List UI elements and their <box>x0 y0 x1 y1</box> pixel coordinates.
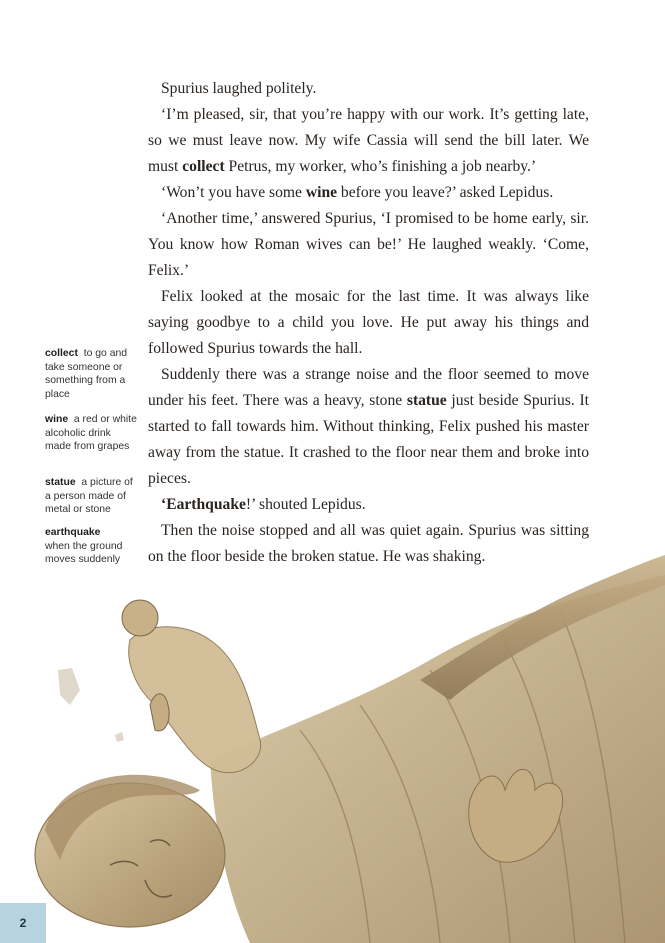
glossary-word-collect: collect <box>182 158 225 175</box>
statue-body <box>210 575 665 943</box>
story-paragraph: Felix looked at the mosaic for the last time. It was always like saying goodbye to a child you love. He put away his things and followed Spurius towards the hall. <box>148 288 589 357</box>
spurius-figure <box>129 627 261 773</box>
glossary-entry: earthquake when the ground moves suddenly <box>45 527 123 566</box>
story-paragraph: Suddenly there was a strange noise and the floor seemed to move under his feet. There was a heavy, stone statue just beside Spurius. It started to fall towards him. Without thinking, Felix pushed his master away from the statue. It crashed to the floor near them and broke into pieces. <box>148 366 589 487</box>
story-paragraph: ‘Another time,’ answered Spurius, ‘I promised to be home early, sir. You know how Roman wives can be!’ He laughed weakly. ‘Come, Felix.’ <box>148 210 589 279</box>
page-number: 2 <box>0 903 46 943</box>
story-paragraph: ‘I’m pleased, sir, that you’re happy with our work. It’s getting late, so we must leave now. My wife Cassia will send the bill later. We must collect Petrus, my worker, who’s finishing a job nearby.’ <box>148 106 589 175</box>
glossary-word-earthquake: ‘Earthquake <box>161 496 246 513</box>
glossary-entry: statue a picture of a person made of metal or stone <box>45 477 133 516</box>
story-paragraph: ‘Earthquake!’ shouted Lepidus. <box>161 496 366 513</box>
glossary-word-wine: wine <box>305 184 338 201</box>
stone-debris <box>58 668 80 705</box>
story-text <box>148 76 589 570</box>
stone-debris <box>115 732 124 742</box>
glossary-word-statue: statue <box>406 392 447 409</box>
spurius-hand <box>150 694 169 731</box>
spurius-head <box>122 600 158 636</box>
glossary-entry: collect to go and take someone or something from a place <box>45 348 128 400</box>
story-paragraph: ‘Won’t you have some wine before you leave?’ asked Lepidus. <box>161 184 554 201</box>
story-paragraph: Then the noise stopped and all was quiet again. Spurius was sitting on the floor beside the broken statue. He was shaking. <box>148 522 589 565</box>
glossary-entry: wine a red or white alcoholic drink made from grapes <box>45 414 137 453</box>
story-paragraph: Spurius laughed politely. <box>161 80 317 97</box>
